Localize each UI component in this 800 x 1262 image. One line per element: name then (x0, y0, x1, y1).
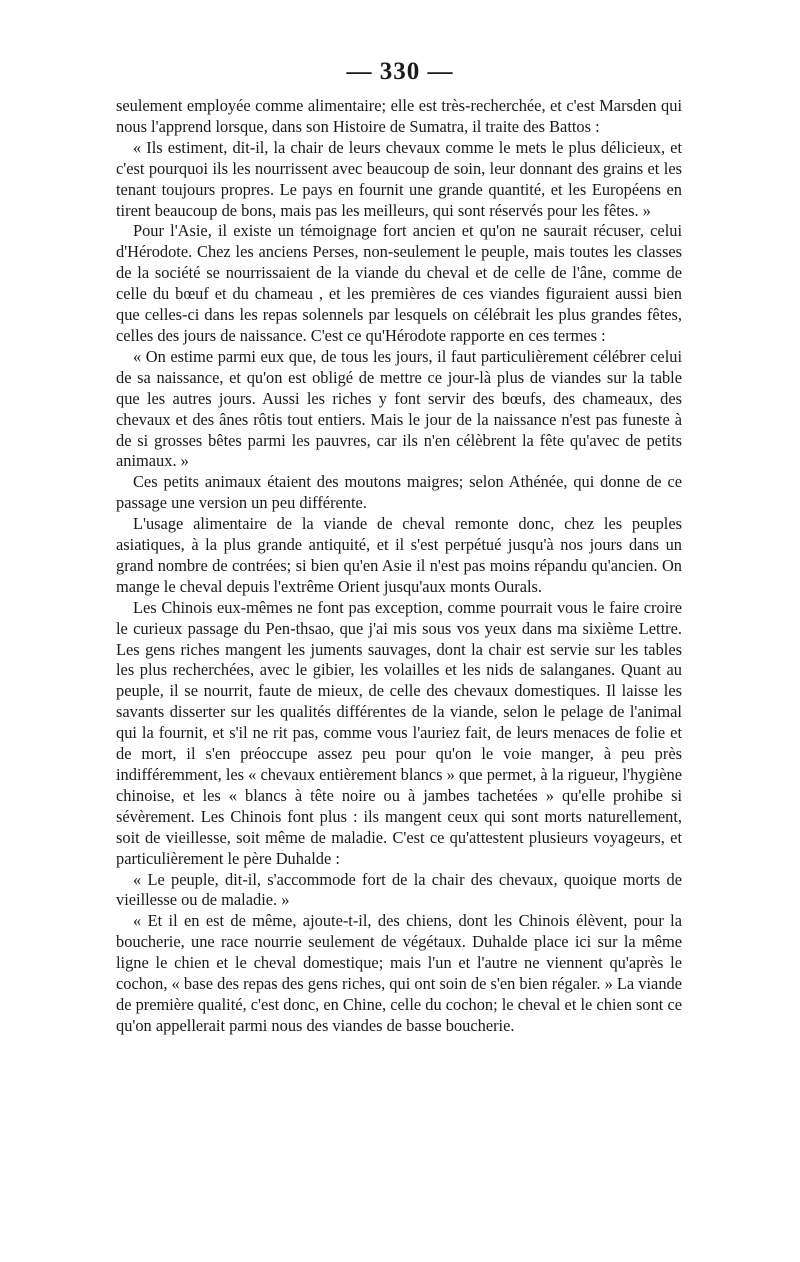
paragraph: seulement employée comme alimentaire; elle est très-recherchée, et c'est Marsden qui nous l'apprend lorsque, dans son Histoire de Sumatra, il traite des Battos : (116, 96, 682, 136)
body-text (116, 96, 682, 1037)
page-number: — 330 — (346, 58, 454, 85)
quote-paragraph: « On estime parmi eux que, de tous les jours, il faut particulièrement célébrer celui de sa naissance, et qu'on est obligé de mettre ce jour-là plus de viandes sur la table que les autres jours. Aussi les riches y font servir des bœufs, des chameaux, des chevaux et des ânes rôtis tout entiers. Mais le jour de la naissance n'est pas funeste à de si grosses bêtes parmi les pauvres, car ils n'en célèbrent la fête qu'avec de petits animaux. » (116, 346, 682, 471)
paragraph: Pour l'Asie, il existe un témoignage fort ancien et qu'on ne saurait récuser, celui d'Hérodote. Chez les anciens Perses, non-seulement le peuple, mais toutes les classes de la société se nourrissaient de la viande du cheval et de celle de l'âne, comme de celle du bœuf et du chameau , et les premières de ces viandes figuraient aussi bien que celles-ci dans les repas solennels par lesquels on célébrait les plus grandes fêtes, celles des jours de naissance. C'est ce qu'Hérodote rapporte en ces termes : (116, 221, 682, 345)
quote-paragraph: « Ils estiment, dit-il, la chair de leurs chevaux comme le mets le plus délicieux, et c'est pourquoi ils les nourrissent avec beaucoup de soin, leur donnant des grains et les tenant toujours propres. Le pays en fournit une grande quantité, et les Européens en tirent beaucoup de bons, mais pas les meilleurs, qui sont réservés pour les fêtes. » (116, 137, 682, 220)
paragraph: L'usage alimentaire de la viande de cheval remonte donc, chez les peuples asiatiques, à la plus grande antiquité, et il s'est perpétué jusqu'à nos jours dans un grand nombre de contrées; si bien qu'en Asie il n'est pas moins répandu qu'ancien. On mange le cheval depuis l'extrême Orient jusqu'aux monts Ourals. (116, 514, 682, 596)
quote-paragraph: « Le peuple, dit-il, s'accommode fort de la chair des chevaux, quoique morts de vieillesse ou de maladie. » (116, 869, 682, 910)
paragraph: Les Chinois eux-mêmes ne font pas exception, comme pourrait vous le faire croire le curieux passage du Pen-thsao, que j'ai mis sous vos yeux dans ma sixième Lettre. Les gens riches mangent les juments sauvages, dont la chair est servie sur les tables les plus recherchées, avec le gibier, les volailles et les nids de salanganes. Quant au peuple, il se nourrit, faute de mieux, de celle des chevaux domestiques. Il laisse les savants disserter sur les qualités différentes de la viande, selon le pelage de l'animal qui la fournit, et s'il ne rit pas, comme vous l'auriez fait, de leurs menaces de folie et de mort, il s'en préoccupe assez peu pour qu'on le voie manger, à peu près indifféremment, les « chevaux entièrement blancs » que permet, à la rigueur, l'hygiène chinoise, et les « blancs à tête noire ou à jambes tachetées » qu'elle prohibe si sévèrement. Les Chinois font plus : ils mangent ceux qui sont morts naturellement, soit de vieillesse, soit même de maladie. C'est ce qu'attestent plusieurs voyageurs, et particulièrement le père Duhalde : (116, 597, 682, 868)
paragraph: Ces petits animaux étaient des moutons maigres; selon Athénée, qui donne de ce passage une version un peu différente. (116, 472, 682, 513)
quote-paragraph: « Et il en est de même, ajoute-t-il, des chiens, dont les Chinois élèvent, pour la boucherie, une race nourrie seulement de végétaux. Duhalde place ici sur la même ligne le chien et le cheval domestique; mais l'un et l'autre ne viennent qu'après le cochon, « base des repas des gens riches, qui ont soin de s'en bien régaler. » La viande de première qualité, c'est donc, en Chine, celle du cochon; le cheval et le chien sont ce qu'on appellerait parmi nous des viandes de basse boucherie. (116, 911, 682, 1035)
